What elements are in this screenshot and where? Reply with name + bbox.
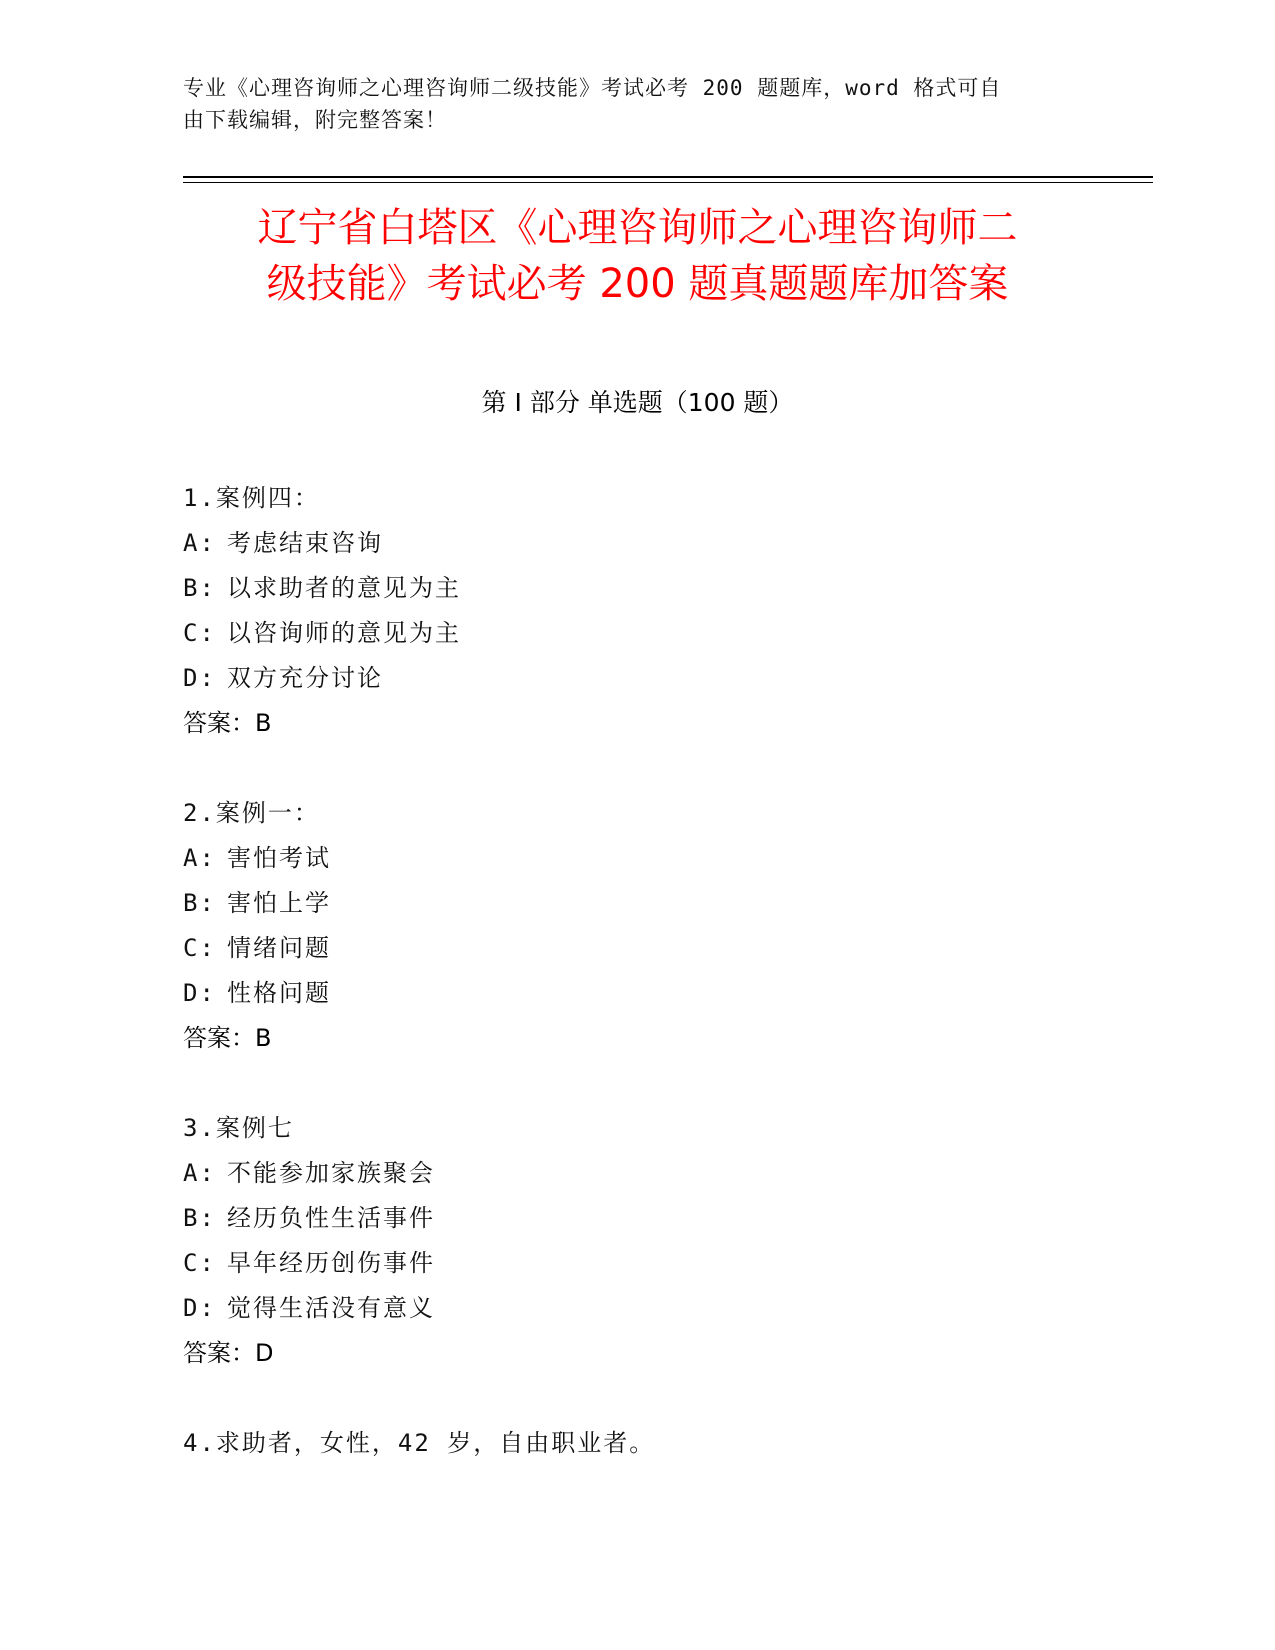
option-a xyxy=(183,521,1133,566)
header-note-line-2: 由下载编辑，附完整答案！ xyxy=(183,108,447,132)
document-title xyxy=(150,200,1125,312)
option-letter: D: xyxy=(183,664,216,692)
option-b xyxy=(183,881,1133,926)
question-3 xyxy=(183,1106,1133,1376)
option-letter: D: xyxy=(183,1294,216,1322)
header-note-line-1: 专业《心理咨询师之心理咨询师二级技能》考试必考 200 题题库，word 格式可自 xyxy=(183,76,1002,100)
option-b xyxy=(183,1196,1133,1241)
option-letter: D: xyxy=(183,979,216,1007)
question-stem: 1.案例四： xyxy=(183,484,320,512)
option-text: 害怕上学 xyxy=(227,889,331,917)
question-list xyxy=(183,476,1133,1511)
option-text: 不能参加家族聚会 xyxy=(227,1159,435,1187)
option-b xyxy=(183,566,1133,611)
option-letter: A: xyxy=(183,844,216,872)
option-letter: B: xyxy=(183,1204,216,1232)
answer-line: 答案：B xyxy=(183,1024,272,1052)
document-title-line-2: 级技能》考试必考 200 题真题题库加答案 xyxy=(266,261,1009,307)
answer-line: 答案：B xyxy=(183,709,272,737)
option-d xyxy=(183,971,1133,1016)
option-letter: C: xyxy=(183,619,216,647)
question-2 xyxy=(183,791,1133,1061)
option-text: 双方充分讨论 xyxy=(227,664,383,692)
option-text: 觉得生活没有意义 xyxy=(227,1294,435,1322)
option-letter: A: xyxy=(183,1159,216,1187)
question-stem: 2.案例一： xyxy=(183,799,320,827)
option-d xyxy=(183,656,1133,701)
option-a xyxy=(183,836,1133,881)
option-letter: A: xyxy=(183,529,216,557)
option-text: 经历负性生活事件 xyxy=(227,1204,435,1232)
option-text: 情绪问题 xyxy=(227,934,331,962)
option-text: 以咨询师的意见为主 xyxy=(227,619,461,647)
question-stem: 4.求助者，女性，42 岁，自由职业者。 xyxy=(183,1429,656,1457)
question-stem: 3.案例七 xyxy=(183,1114,294,1142)
option-c xyxy=(183,1241,1133,1286)
option-text: 以求助者的意见为主 xyxy=(227,574,461,602)
header-rule-thick xyxy=(183,176,1153,178)
question-4 xyxy=(183,1421,1133,1466)
option-d xyxy=(183,1286,1133,1331)
option-letter: B: xyxy=(183,889,216,917)
section-title: 第 I 部分 单选题（100 题） xyxy=(481,388,794,417)
option-text: 害怕考试 xyxy=(227,844,331,872)
answer-line: 答案：D xyxy=(183,1339,274,1367)
header-rule-thin xyxy=(183,182,1153,183)
option-letter: B: xyxy=(183,574,216,602)
option-c xyxy=(183,611,1133,656)
option-c xyxy=(183,926,1133,971)
option-text: 早年经历创伤事件 xyxy=(227,1249,435,1277)
option-a xyxy=(183,1151,1133,1196)
option-letter: C: xyxy=(183,1249,216,1277)
document-title-line-1: 辽宁省白塔区《心理咨询师之心理咨询师二 xyxy=(257,205,1018,251)
question-1 xyxy=(183,476,1133,746)
option-letter: C: xyxy=(183,934,216,962)
option-text: 考虑结束咨询 xyxy=(227,529,383,557)
header-note xyxy=(183,72,1063,136)
option-text: 性格问题 xyxy=(227,979,331,1007)
